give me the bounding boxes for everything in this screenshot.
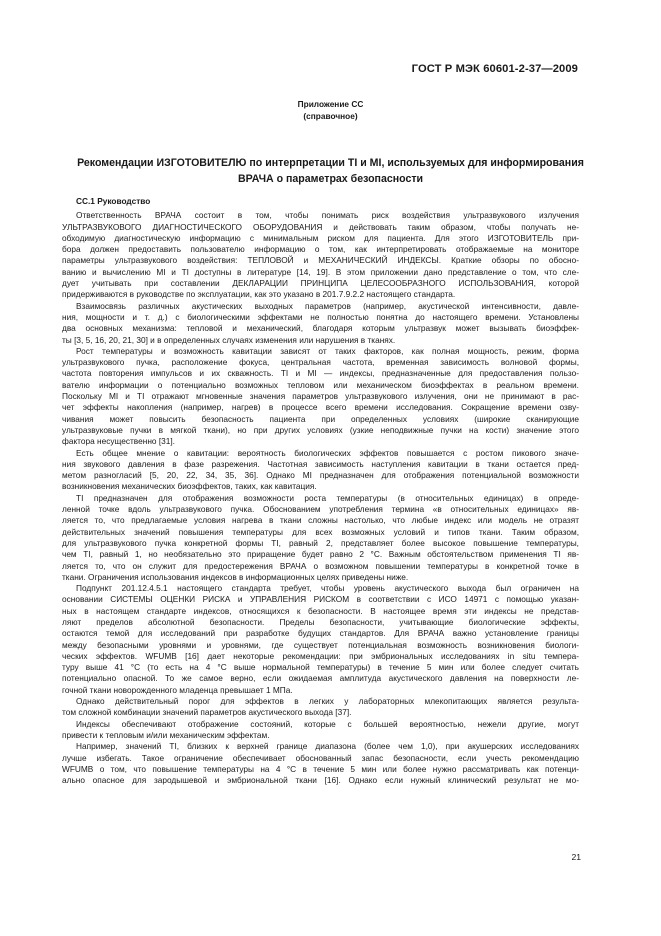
section-heading: СС.1 Руководство: [76, 196, 151, 206]
paragraph-line: Однако действительный порог для эффектов в легких у лабораторных млекопитающих является результа-: [76, 696, 579, 707]
paragraph-line: туру выше 41 °С (то есть на 4 °С выше нормальной температуры) в течение 5 мин или более следует считать: [62, 662, 579, 673]
paragraph-line: ультразвуковые пучки в мягкой ткани), но при других условиях (узкие неподвижные пучки на кости) значение этого: [62, 424, 579, 435]
paragraph: [62, 493, 579, 583]
paragraph-line: потенциально опасной. То же самое верно, если ожидаемая амплитуда акустического давления на поверхности ле-: [62, 673, 579, 684]
paragraph-line: Например, значений TI, близких к верхней границе диапазона (более чем 1,0), при акушерских исследованиях: [76, 741, 579, 752]
annex-title: Приложение СС: [297, 99, 364, 109]
paragraph: [62, 741, 579, 786]
paragraph-line: привести к тепловым и/или механическим эффектам.: [62, 729, 270, 740]
paragraph-line: ляется то, что он служит для предостережения ВРАЧА о возможном повышении температуры в конкретной точке в: [62, 560, 579, 571]
paragraph-line: Индексы обеспечивают отображение состояний, которые с большей вероятностью, нежели другие, могут: [76, 718, 579, 729]
annex-status: (справочное): [303, 111, 358, 121]
paragraph-line: чет эффекты накопления (например, нагрев) в процессе всего времени исследования. Сокращение времени озву-: [62, 402, 579, 413]
paragraph-line: ных в настоящем стандарте индексов, относящихся к безопасности. В настоящее время эти индексы не представ-: [62, 605, 579, 616]
paragraph-line: гочной ткани новорожденного младенца превышает 1 МПа.: [62, 684, 293, 695]
paragraph-line: основании СИСТЕМЫ ОЦЕНКИ РИСКА и УПРАВЛЕНИЯ РИСКОМ в соответствии с ИСО 14971 с помощью указан-: [62, 594, 579, 605]
paragraph-line: действительных значений повышения температуры для всех возможных условий и типов ткани. Таким образом,: [62, 526, 579, 537]
paragraph-line: Рост температуры и возможность кавитации зависят от таких факторов, как полная мощность, режим, форма: [76, 345, 579, 356]
title-line: ВРАЧА о параметрах безопасности: [237, 173, 424, 185]
paragraph-line: Подпункт 201.12.4.5.1 настоящего стандарта требует, чтобы уровень акустического выхода был ограничен на: [76, 583, 579, 594]
paragraph-line: чем TI, равный 1, но необязательно это приращение будет равно 2 °С. Важным обстоятельством применения TI яв-: [62, 549, 579, 560]
page-number: 21: [571, 852, 581, 862]
paragraph-line: ты [3, 5, 16, 20, 21, 30] и в определенных случаях изменения или нарушения в тканях.: [62, 334, 396, 345]
paragraph-line: дует учитывать при составлении ДЕКЛАРАЦИИ ПРИНЦИПА ЦЕЛЕСООБРАЗНОГО ИСПОЛЬЗОВАНИЯ, которой: [62, 278, 579, 289]
paragraph-line: параметры ультразвукового воздействия: ТЕПЛОВОЙ и МЕХАНИЧЕСКИЙ ИНДЕКСЫ. Краткие обзоры по обосно-: [62, 255, 579, 266]
paragraph-line: ния, мощности и т. д.) с биологическими эффектами не полностью понятна до настоящего времени. Установлены: [62, 311, 579, 322]
paragraph-line: частота повторения импульсов и их скважность. TI и MI — индексы, предназначенные для предоставления пользо-: [62, 368, 579, 379]
paragraph-line: ческих эффектов. WFUMB [16] дает некоторые рекомендации: при эмбриональных исследованиях in situ темпера-: [62, 650, 579, 661]
paragraph-line: между безопасными уровнями и уровнями, где существует потенциальная возможность возникновения биологи-: [62, 639, 579, 650]
paragraph-line: остаются темой для исследований при разработке будущих стандартов. Для ВРАЧА важно установление границы: [62, 628, 579, 639]
paragraph-line: бора должен предоставить пользователю информацию о том, как интерпретировать отображаемые на мониторе: [62, 244, 579, 255]
paragraph-line: Поскольку MI и TI отражают мгновенные значения параметров ультразвукового излучения, они не принимают в рас-: [62, 391, 579, 402]
paragraph-line: Ответственность ВРАЧА состоит в том, чтобы понимать риск воздействия ультразвукового излучения: [76, 210, 579, 221]
standard-id: ГОСТ Р МЭК 60601-2-37—2009: [411, 63, 578, 75]
paragraph-line: Есть общее мнение о кавитации: вероятность биологических эффектов повышается с ростом пикового значе-: [76, 447, 579, 458]
paragraph-line: возникновения механических биоэффектов, таких, как кавитация.: [62, 481, 317, 492]
paragraph: [62, 583, 579, 696]
paragraph-line: вателю информации о потенциально возможных тепловом или механическом биоэффектах в реальном времени.: [62, 379, 579, 390]
annex-heading: [0, 98, 661, 122]
paragraph-line: ванию и вычислению MI и TI доступны в литературе [14, 19]. В этом приложении дано представление о том, что сле-: [62, 266, 579, 277]
document-body: [62, 196, 579, 786]
paragraph-line: ляется то, что предлагаемые условия нагрева в ткани сложны настолько, что любые индекс или модель не отразят: [62, 515, 579, 526]
paragraph-line: TI предназначен для отображения возможности роста температуры (в относительных единицах) в опреде-: [76, 492, 579, 503]
paragraph-line: придерживаются в руководстве по эксплуатации, как это указано в 201.7.9.2.2 настоящего стандарта.: [62, 289, 456, 300]
paragraph: [62, 210, 579, 300]
paragraph-line: ткани. Ограничения использования индексов в информационных целях приведены ниже.: [62, 571, 409, 582]
paragraph-line: ультразвукового пучка, расположение фокуса, центральная частота, временная зависимость волновой формы,: [62, 357, 579, 368]
paragraph-line: для ультразвукового пучка конкретной формы TI, равный 2, представляет более высокое повышение температуры,: [62, 537, 579, 548]
paragraph: [62, 696, 579, 719]
paragraph-line: том сложной комбинации значений параметров акустического выхода [37].: [62, 707, 352, 718]
paragraph-line: УЛЬТРАЗВУКОВОГО ДИАГНОСТИЧЕСКОГО ОБОРУДОВАНИЯ и действовать таким образом, чтобы получать не-: [62, 221, 579, 232]
paragraph-line: ленной точке вдоль ультразвукового пучка. Обоснованием употребления термина «в относительных единицах» яв-: [62, 504, 579, 515]
paragraph: [62, 719, 579, 742]
paragraph-line: ляют пределов абсолютной безопасности. Пределы безопасности, учитывающие биологические эффекты,: [62, 616, 579, 627]
paragraph-line: ния звукового давления в фазе разрежения. Частотная зависимость наступления кавитации в ткани остается пред-: [62, 458, 579, 469]
paragraph-line: WFUMB о том, что повышение температуры на 4 °С в течение 5 мин или более нужно рассматривать как потенци-: [62, 763, 579, 774]
paragraph-line: ально опасное для зародышевой и эмбриональной ткани [16]. Однако если нужный клинический результат не мо-: [62, 775, 579, 786]
paragraph-line: два основных механизма: тепловой и механический, благодаря которым ультразвук может вызывать биоэффек-: [62, 323, 579, 334]
title-line: Рекомендации ИЗГОТОВИТЕЛЮ по интерпретации TI и MI, используемых для информирования: [77, 157, 584, 169]
paragraph: [62, 301, 579, 346]
paragraph-line: метом разногласий [5, 20, 22, 34, 35, 36]. Однако MI предназначен для отображения потенциальной возможности: [62, 470, 579, 481]
paragraph-line: обходимую диагностическую информацию с минимальным риском для пациента. Для этого ИЗГОТОВИТЕЛЬ при-: [62, 232, 579, 243]
paragraph: [62, 448, 579, 493]
paragraph-line: лучше избегать. Такое ограничение обеспечивает обоснованный запас безопасности, если учесть рекомендацию: [62, 752, 579, 763]
paragraph-line: фактора несущественно [31].: [62, 436, 175, 447]
paragraph-line: чивания может повысить безопасность пациента при определенных условиях (широкие сканирующие: [62, 413, 579, 424]
paragraph-line: Взаимосвязь различных акустических выходных параметров (например, акустической интенсивности, давле-: [76, 300, 579, 311]
paragraph: [62, 346, 579, 448]
annex-main-title: [62, 155, 599, 187]
